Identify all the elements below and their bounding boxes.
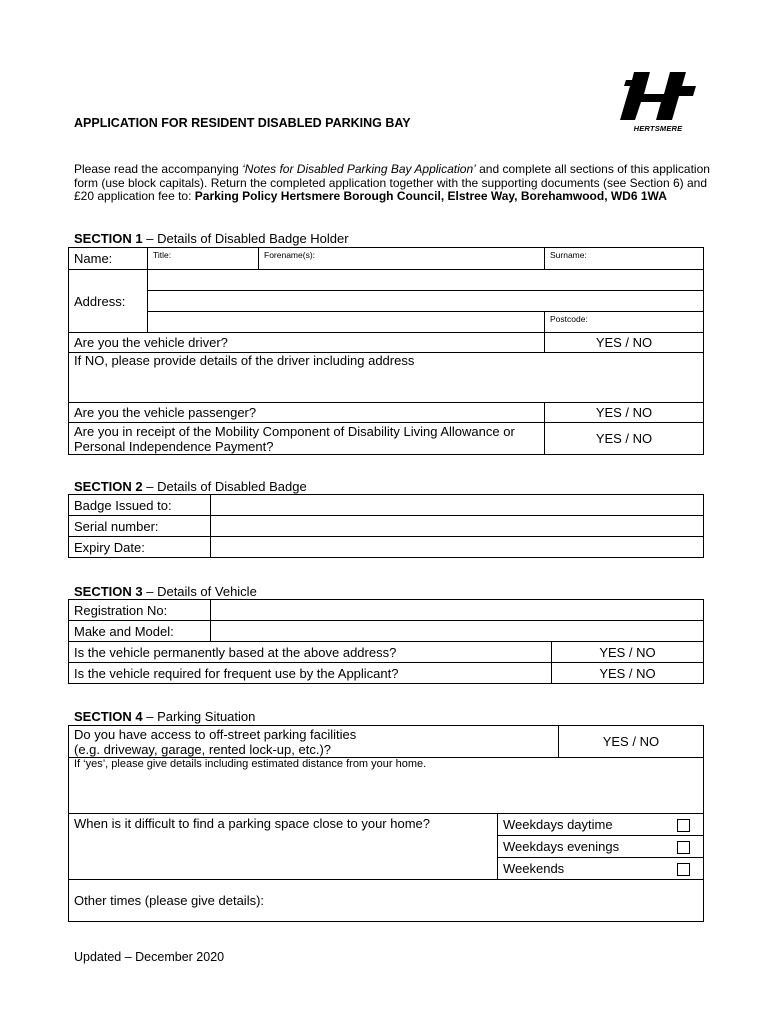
offstreet-details-field[interactable]: If ‘yes’, please give details including estimated distance from your home. (69, 758, 704, 814)
option-weekdays-daytime-checkbox[interactable] (663, 814, 704, 836)
driver-yes-no[interactable]: YES / NO (545, 333, 704, 353)
offstreet-yes-no[interactable]: YES / NO (558, 726, 703, 758)
driver-question: Are you the vehicle driver? (69, 333, 545, 353)
mobility-yes-no[interactable]: YES / NO (545, 423, 704, 455)
title-field[interactable]: Title: (148, 248, 259, 270)
expiry-date-label: Expiry Date: (69, 537, 211, 558)
registration-label: Registration No: (69, 600, 211, 621)
postcode-field[interactable]: Postcode: (545, 312, 704, 333)
address-line-3[interactable] (148, 312, 545, 333)
section1-table (68, 247, 704, 455)
address-label: Address: (69, 270, 148, 333)
frequent-use-yes-no[interactable]: YES / NO (552, 663, 704, 684)
expiry-date-field[interactable] (211, 537, 704, 558)
section3-heading: SECTION 3 – Details of Vehicle (74, 584, 257, 599)
permanent-question: Is the vehicle permanently based at the above address? (69, 642, 552, 663)
checkbox-icon[interactable] (677, 863, 690, 876)
make-model-field[interactable] (211, 621, 704, 642)
badge-issued-label: Badge Issued to: (69, 495, 211, 516)
page-title: APPLICATION FOR RESIDENT DISABLED PARKING BAY (74, 116, 411, 130)
other-times-field[interactable]: Other times (please give details): (69, 880, 704, 922)
option-weekends-label: Weekends (498, 858, 664, 880)
frequent-use-question: Is the vehicle required for frequent use by the Applicant? (69, 663, 552, 684)
serial-number-field[interactable] (211, 516, 704, 537)
option-weekdays-daytime-label: Weekdays daytime (498, 814, 664, 836)
option-weekdays-evenings-checkbox[interactable] (663, 836, 704, 858)
intro-paragraph: Please read the accompanying ‘Notes for Disabled Parking Bay Application’ and complete all sections of this application form (use block capitals). Return the completed application together with the supporting documents (see Section 6) and £20 application fee to: Parking Policy Hertsmere Borough Council, Elstree Way, Borehamwood, WD6 1WA (74, 162, 710, 203)
forename-field[interactable]: Forename(s): (259, 248, 545, 270)
passenger-question: Are you the vehicle passenger? (69, 403, 545, 423)
logo-text: HERTSMERE (633, 124, 683, 133)
section2-heading: SECTION 2 – Details of Disabled Badge (74, 479, 307, 494)
name-label: Name: (69, 248, 148, 270)
address-line-2[interactable] (148, 291, 704, 312)
surname-field[interactable]: Surname: (545, 248, 704, 270)
registration-field[interactable] (211, 600, 704, 621)
driver-details-field[interactable]: If NO, please provide details of the driver including address (69, 353, 704, 403)
make-model-label: Make and Model: (69, 621, 211, 642)
offstreet-question: Do you have access to off-street parking facilities (e.g. driveway, garage, rented lock-up, etc.)? (69, 726, 559, 758)
section4-table (68, 725, 704, 922)
passenger-yes-no[interactable]: YES / NO (545, 403, 704, 423)
section4-heading: SECTION 4 – Parking Situation (74, 709, 256, 724)
address-line-1[interactable] (148, 270, 704, 291)
difficult-question: When is it difficult to find a parking space close to your home? (69, 814, 498, 880)
footer-updated: Updated – December 2020 (74, 950, 225, 964)
section3-table (68, 599, 704, 684)
option-weekends-checkbox[interactable] (663, 858, 704, 880)
checkbox-icon[interactable] (677, 841, 690, 854)
permanent-yes-no[interactable]: YES / NO (552, 642, 704, 663)
checkbox-icon[interactable] (677, 819, 690, 832)
option-weekdays-evenings-label: Weekdays evenings (498, 836, 664, 858)
section1-heading: SECTION 1 – Details of Disabled Badge Holder (74, 231, 349, 246)
section2-table (68, 494, 704, 558)
badge-issued-field[interactable] (211, 495, 704, 516)
serial-number-label: Serial number: (69, 516, 211, 537)
mobility-question: Are you in receipt of the Mobility Component of Disability Living Allowance or Personal Independence Payment? (69, 423, 545, 455)
